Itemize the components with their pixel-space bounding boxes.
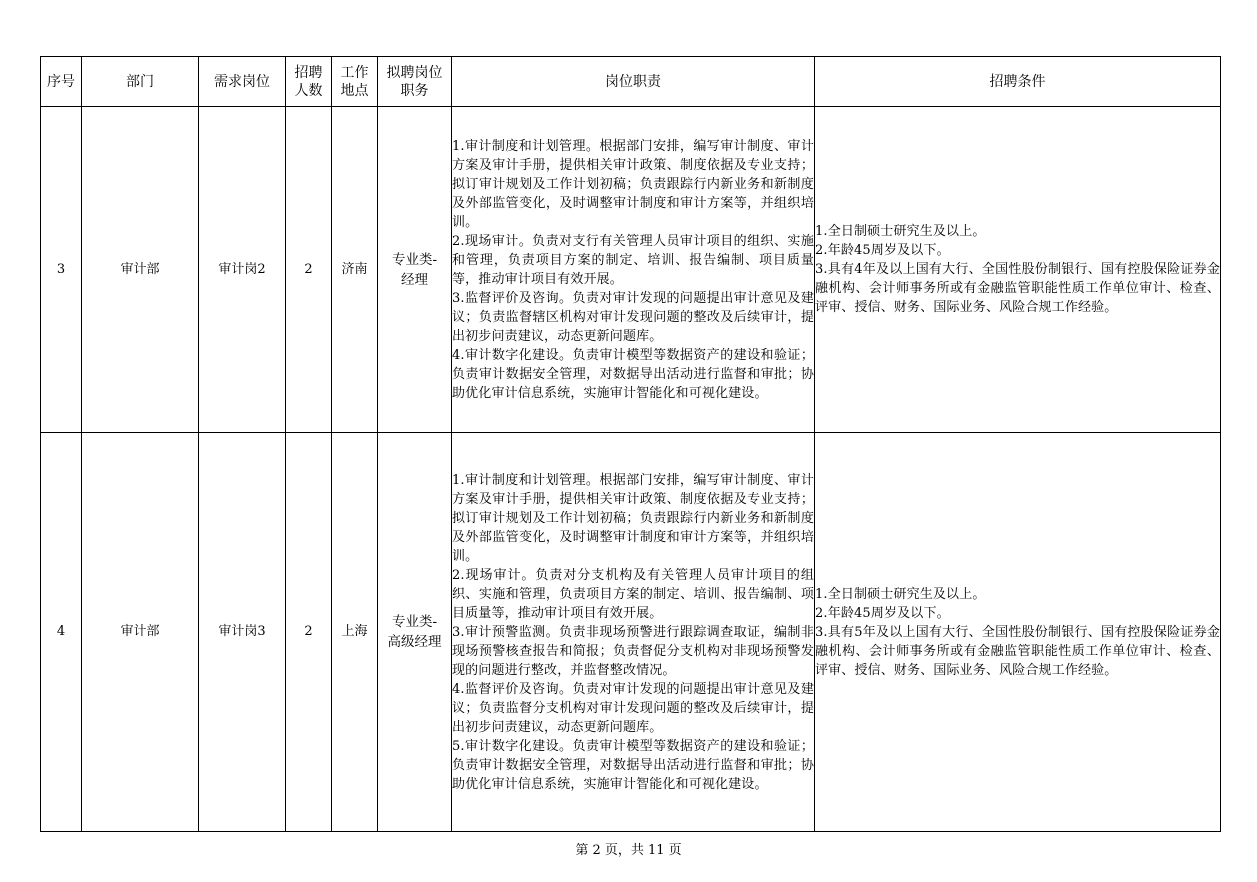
header-title: 拟聘岗位 职务 bbox=[378, 57, 452, 107]
cell-duties bbox=[452, 433, 815, 832]
cell-count: 2 bbox=[286, 433, 332, 832]
duty-item: 2.现场审计。负责对支行有关管理人员审计项目的组织、实施和管理，负责项目方案的制定、培训、报告编制、项目质量等，推动审计项目有效开展。 bbox=[452, 233, 814, 287]
header-post: 需求岗位 bbox=[199, 57, 286, 107]
cell-seq: 4 bbox=[41, 433, 82, 832]
cell-dept: 审计部 bbox=[82, 433, 199, 832]
cell-requirements bbox=[815, 433, 1221, 832]
requirement-item: 1.全日制硕士研究生及以上。 bbox=[815, 586, 986, 602]
header-location: 工作 地点 bbox=[332, 57, 378, 107]
header-seq: 序号 bbox=[41, 57, 82, 107]
header-duties: 岗位职责 bbox=[452, 57, 815, 107]
cell-duties bbox=[452, 107, 815, 433]
cell-post: 审计岗2 bbox=[199, 107, 286, 433]
page-footer: 第 2 页，共 11 页 bbox=[575, 843, 682, 858]
cell-seq: 3 bbox=[41, 107, 82, 433]
duty-item: 1.审计制度和计划管理。根据部门安排，编写审计制度、审计方案及审计手册，提供相关审计政策、制度依据及专业支持；拟订审计规划及工作计划初稿；负责跟踪行内新业务和新制度及外部监管变化，及时调整审计制度和审计方案等，并组织培训。 bbox=[452, 472, 814, 564]
recruitment-table bbox=[40, 56, 1221, 832]
duty-item: 3.审计预警监测。负责非现场预警进行跟踪调查取证，编制非现场预警核查报告和简报；负责督促分支机构对非现场预警发现的问题进行整改，并监督整改情况。 bbox=[452, 624, 814, 678]
cell-location: 上海 bbox=[332, 433, 378, 832]
cell-post: 审计岗3 bbox=[199, 433, 286, 832]
cell-count: 2 bbox=[286, 107, 332, 433]
cell-dept: 审计部 bbox=[82, 107, 199, 433]
duty-item: 4.监督评价及咨询。负责对审计发现的问题提出审计意见及建议；负责监督分支机构对审计发现问题的整改及后续审计，提出初步问责建议，动态更新问题库。 bbox=[452, 681, 814, 735]
duty-item: 3.监督评价及咨询。负责对审计发现的问题提出审计意见及建议；负责监督辖区机构对审计发现问题的整改及后续审计，提出初步问责建议，动态更新问题库。 bbox=[452, 290, 814, 344]
duty-item: 5.审计数字化建设。负责审计模型等数据资产的建设和验证；负责审计数据安全管理，对数据导出活动进行监督和审批；协助优化审计信息系统，实施审计智能化和可视化建设。 bbox=[452, 738, 814, 792]
cell-title: 专业类- 经理 bbox=[378, 107, 452, 433]
duty-item: 1.审计制度和计划管理。根据部门安排，编写审计制度、审计方案及审计手册，提供相关审计政策、制度依据及专业支持；拟订审计规划及工作计划初稿；负责跟踪行内新业务和新制度及外部监管变化，及时调整审计制度和审计方案等，并组织培训。 bbox=[452, 138, 814, 230]
cell-title: 专业类- 高级经理 bbox=[378, 433, 452, 832]
requirement-item: 2.年龄45周岁及以下。 bbox=[815, 243, 950, 258]
header-requirements: 招聘条件 bbox=[815, 57, 1221, 107]
requirement-item: 3.具有5年及以上国有大行、全国性股份制银行、国有控股保险证券金融机构、会计师事务所或有金融监管职能性质工作单位审计、检查、评审、授信、财务、国际业务、风险合规工作经验。 bbox=[815, 624, 1220, 678]
requirement-item: 1.全日制硕士研究生及以上。 bbox=[815, 224, 986, 239]
table-header-row bbox=[41, 57, 1221, 107]
table-row bbox=[41, 433, 1221, 832]
table-row bbox=[41, 107, 1221, 433]
cell-location: 济南 bbox=[332, 107, 378, 433]
requirement-item: 3.具有4年及以上国有大行、全国性股份制银行、国有控股保险证券金融机构、会计师事务所或有金融监管职能性质工作单位审计、检查、评审、授信、财务、国际业务、风险合规工作经验。 bbox=[815, 262, 1220, 315]
duty-item: 4.审计数字化建设。负责审计模型等数据资产的建设和验证；负责审计数据安全管理，对数据导出活动进行监督和审批；协助优化审计信息系统，实施审计智能化和可视化建设。 bbox=[452, 347, 814, 401]
header-dept: 部门 bbox=[82, 57, 199, 107]
header-count: 招聘 人数 bbox=[286, 57, 332, 107]
cell-requirements bbox=[815, 107, 1221, 433]
duty-item: 2.现场审计。负责对分支机构及有关管理人员审计项目的组织、实施和管理，负责项目方案的制定、培训、报告编制、项目质量等，推动审计项目有效开展。 bbox=[452, 567, 814, 621]
requirement-item: 2.年龄45周岁及以下。 bbox=[815, 605, 950, 621]
